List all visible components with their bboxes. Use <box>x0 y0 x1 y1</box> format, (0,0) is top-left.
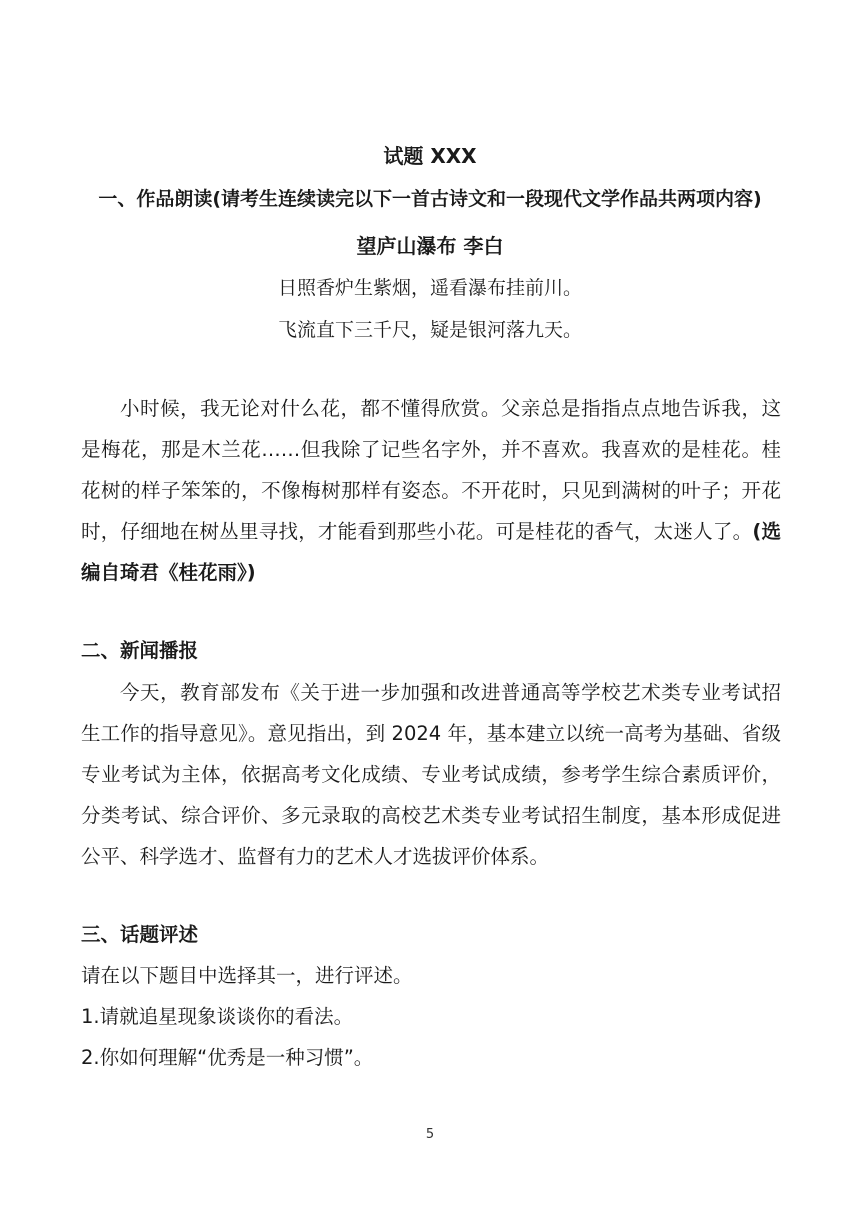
prose-source: (选编自琦君《桂花雨》) <box>81 520 781 584</box>
topic-item-2: 2.你如何理解“优秀是一种习惯”。 <box>81 1046 374 1069</box>
exam-title: 试题 XXX <box>383 144 477 168</box>
poem-line-2: 飞流直下三千尺，疑是银河落九天。 <box>277 319 582 341</box>
prose-text: 小时候，我无论对什么花，都不懂得欣赏。父亲总是指指点点地告诉我，这是梅花，那是木兰花……但我除了记些名字外，并不喜欢。我喜欢的是桂花。桂花树的样子笨笨的，不像梅树那样有姿态。不开花时，只见到满树的叶子；开花时，仔细地在树丛里寻找，才能看到那些小花。可是桂花的香气，太迷人了。 <box>81 397 781 543</box>
prose-paragraph <box>81 388 781 593</box>
section1-heading: 一、作品朗读(请考生连续读完以下一首古诗文和一段现代文学作品共两项内容) <box>98 188 762 210</box>
topic-item-1: 1.请就追星现象谈谈你的看法。 <box>81 1005 354 1028</box>
news-paragraph: 今天，教育部发布《关于进一步加强和改进普通高等学校艺术类专业考试招生工作的指导意见》。意见指出，到 2024 年，基本建立以统一高考为基础、省级专业考试为主体，依据高考文化成绩、专业考试成绩，参考学生综合素质评价，分类考试、综合评价、多元录取的高校艺术类专业考试招生制度，基本形成促进公平、科学选才、监督有力的艺术人才选拔评价体系。 <box>81 681 781 868</box>
poem-title: 望庐山瀑布 李白 <box>356 234 504 258</box>
page-number: 5 <box>425 1127 435 1142</box>
section3-heading: 三、话题评述 <box>81 923 199 946</box>
section2-heading: 二、新闻播报 <box>81 639 199 662</box>
topic-instruction: 请在以下题目中选择其一，进行评述。 <box>81 964 413 987</box>
poem-line-1: 日照香炉生紫烟，遥看瀑布挂前川。 <box>277 277 582 299</box>
